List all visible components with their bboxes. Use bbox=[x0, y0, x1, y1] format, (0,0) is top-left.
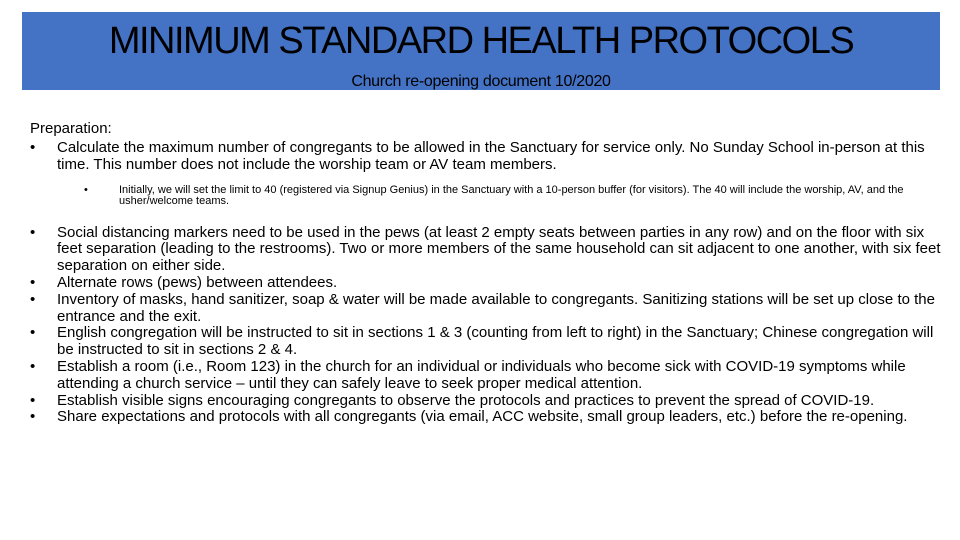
page-subtitle: Church re-opening document 10/2020 bbox=[351, 73, 611, 90]
list-item bbox=[30, 225, 942, 275]
list-item-text: Social distancing markers need to be used in the pews (at least 2 empty seats between parties in any row) and on the floor with six feet separation (leading to the restrooms). Two or more members of the same household can sit adjacent to one another, with six feet separation on either side. bbox=[57, 223, 941, 275]
list-item-text: English congregation will be instructed to sit in sections 1 & 3 (counting from left to right) in the Sanctuary; Chinese congregation will be instructed to sit in sections 2 & 4. bbox=[57, 324, 934, 359]
list-item bbox=[30, 275, 942, 292]
list-item bbox=[30, 409, 942, 426]
title-banner bbox=[22, 12, 940, 90]
list-item-text: Share expectations and protocols with all congregants (via email, ACC website, small group leaders, etc.) before the re-opening. bbox=[57, 408, 908, 426]
bullet-icon: • bbox=[30, 290, 36, 308]
bullet-icon: • bbox=[30, 408, 36, 426]
list-item-text: Establish a room (i.e., Room 123) in the church for an individual or individuals who become sick with COVID-19 symptoms while attending a church service – until they can safely leave to seek proper medical attention. bbox=[57, 357, 906, 392]
bullet-icon: • bbox=[84, 183, 88, 196]
list-item-text: Alternate rows (pews) between attendees. bbox=[57, 273, 338, 291]
sub-list-item-text: Initially, we will set the limit to 40 (registered via Signup Genius) in the Sanctuary with a 10-person buffer (for visitors). The 40 will include the worship, AV, and the usher/welcome teams. bbox=[119, 183, 904, 207]
document-body bbox=[30, 120, 942, 426]
list-item bbox=[30, 140, 942, 207]
list-item-text: Inventory of masks, hand sanitizer, soap & water will be made available to congregants. Sanitizing stations will be set up close to the entrance and the exit. bbox=[57, 290, 935, 325]
list-item-text: Calculate the maximum number of congregants to be allowed in the Sanctuary for service only. No Sunday School in-person at this time. This number does not include the worship team or AV team members. bbox=[57, 139, 925, 173]
protocol-list bbox=[30, 140, 942, 426]
sub-list-item bbox=[84, 185, 960, 207]
list-item bbox=[30, 292, 942, 326]
bullet-icon: • bbox=[30, 273, 36, 291]
spacer bbox=[30, 207, 942, 225]
list-item-text: Establish visible signs encouraging congregants to observe the protocols and practices to prevent the spread of COVID-19. bbox=[57, 391, 875, 409]
bullet-icon: • bbox=[30, 391, 36, 409]
page-title: MINIMUM STANDARD HEALTH PROTOCOLS bbox=[108, 20, 854, 62]
list-item bbox=[30, 359, 942, 393]
bullet-icon: • bbox=[30, 139, 36, 156]
bullet-icon: • bbox=[30, 357, 36, 375]
list-item bbox=[30, 325, 942, 359]
section-heading: Preparation: bbox=[30, 120, 112, 137]
list-item bbox=[30, 393, 942, 410]
bullet-icon: • bbox=[30, 223, 36, 241]
bullet-icon: • bbox=[30, 324, 36, 342]
